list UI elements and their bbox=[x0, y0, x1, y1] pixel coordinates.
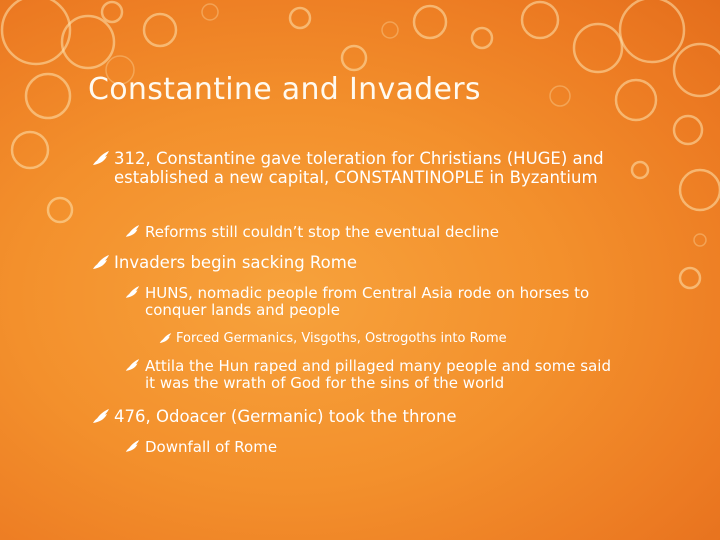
bullet-text: Invaders begin sacking Rome bbox=[114, 253, 357, 272]
bullet-item bbox=[145, 224, 665, 241]
leaf-bullet-icon bbox=[125, 285, 140, 299]
slide-title: Constantine and Invaders bbox=[88, 72, 481, 107]
leaf-bullet-icon bbox=[92, 254, 110, 270]
leaf-bullet-icon bbox=[92, 150, 110, 166]
bullet-text: HUNS, nomadic people from Central Asia rode on horses to conquer lands and people bbox=[145, 284, 590, 320]
leaf-bullet-icon bbox=[159, 332, 172, 344]
bullet-item bbox=[114, 408, 634, 427]
bullet-text: 476, Odoacer (Germanic) took the throne bbox=[114, 407, 457, 426]
bullet-text: Attila the Hun raped and pillaged many people and some said it was the wrath of God for the sins of the world bbox=[145, 357, 611, 393]
leaf-bullet-icon bbox=[125, 439, 140, 453]
leaf-bullet-icon bbox=[92, 408, 110, 424]
leaf-bullet-icon bbox=[125, 224, 140, 238]
bullet-item bbox=[114, 150, 634, 188]
bullet-item bbox=[114, 254, 634, 273]
bullet-text: Forced Germanics, Visgoths, Ostrogoths into Rome bbox=[176, 331, 507, 346]
bullet-text: 312, Constantine gave toleration for Christians (HUGE) and established a new capital, CONSTANTINOPLE in Byzantium bbox=[114, 149, 604, 187]
bullet-text: Reforms still couldn’t stop the eventual decline bbox=[145, 223, 500, 241]
bullet-item bbox=[176, 332, 656, 347]
bullet-text: Downfall of Rome bbox=[145, 438, 278, 456]
leaf-bullet-icon bbox=[125, 358, 140, 372]
bullet-item bbox=[145, 358, 625, 393]
bullet-item bbox=[145, 439, 625, 456]
bullet-item bbox=[145, 285, 645, 320]
